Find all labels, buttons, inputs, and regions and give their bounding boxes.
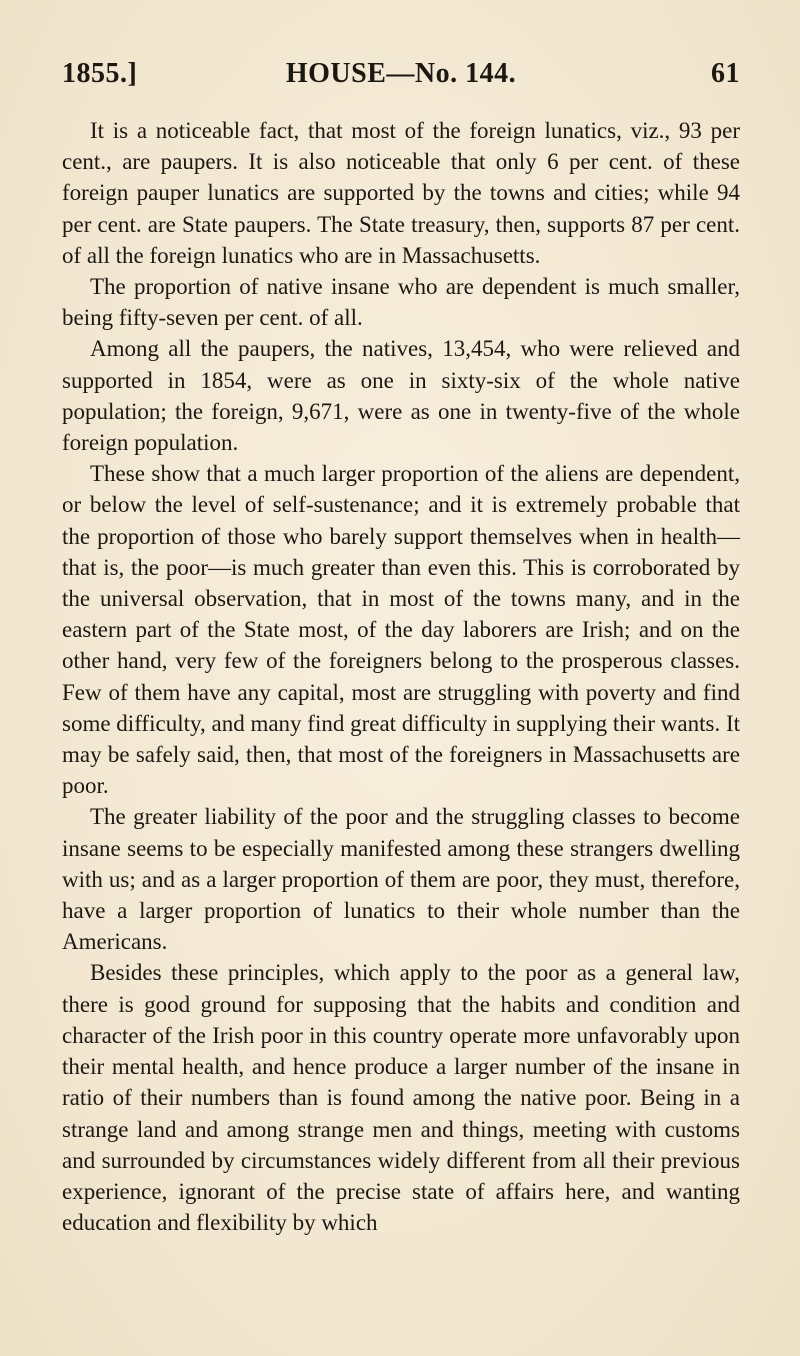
paragraph-6: Besides these principles, which apply to the poor as a general law, there is good ground for supposing that the habits and condition and character of the Irish poor in this country operate more unfavorably upon their mental health, and hence produce a larger number of the insane in ratio of their numbers than is found among the native poor. Being in a strange land and among strange men and things, meeting with customs and surrounded by circumstances widely different from all their previous experience, ignorant of the precise state of affairs here, and wanting education and flexibility by which xyxy=(62,960,740,1236)
header-page-number: 61 xyxy=(711,58,740,89)
paragraph-5: The greater liability of the poor and the struggling classes to become insane seems to be especially manifested among these strangers dwelling with us; and as a larger proportion of them are poor, they must, therefore, have a larger proportion of lunatics to their whole number than the Americans. xyxy=(62,804,740,955)
body-text xyxy=(62,115,740,1238)
header-year: 1855.] xyxy=(62,58,138,89)
paragraph-2: The proportion of native insane who are dependent is much smaller, being fifty-seven per cent. of all. xyxy=(62,274,740,331)
paragraph-1: It is a noticeable fact, that most of the foreign lunatics, viz., 93 per cent., are paupers. It is also noticeable that only 6 per cent. of these foreign pauper lunatics are supported by the towns and cities; while 94 per cent. are State paupers. The State treasury, then, supports 87 per cent. of all the foreign lunatics who are in Massachusetts. xyxy=(62,118,740,268)
paragraph-4: These show that a much larger proportion of the aliens are dependent, or below the level of self-sustenance; and it is extremely probable that the proportion of those who barely support themselves when in health—that is, the poor—is much greater than even this. This is corroborated by the universal observation, that in most of the towns many, and in the eastern part of the State most, of the day laborers are Irish; and on the other hand, very few of the foreigners belong to the prosperous classes. Few of them have any capital, most are struggling with poverty and find some difficulty, and many find great difficulty in supplying their wants. It may be safely said, then, that most of the foreigners in Massachusetts are poor. xyxy=(62,461,740,799)
paragraph-3: Among all the paupers, the natives, 13,454, who were relieved and supported in 1854, were as one in sixty-six of the whole native population; the foreign, 9,671, were as one in twenty-five of the whole foreign population. xyxy=(62,336,740,456)
header-title: HOUSE—No. 144. xyxy=(285,58,517,89)
page-header xyxy=(62,58,740,98)
